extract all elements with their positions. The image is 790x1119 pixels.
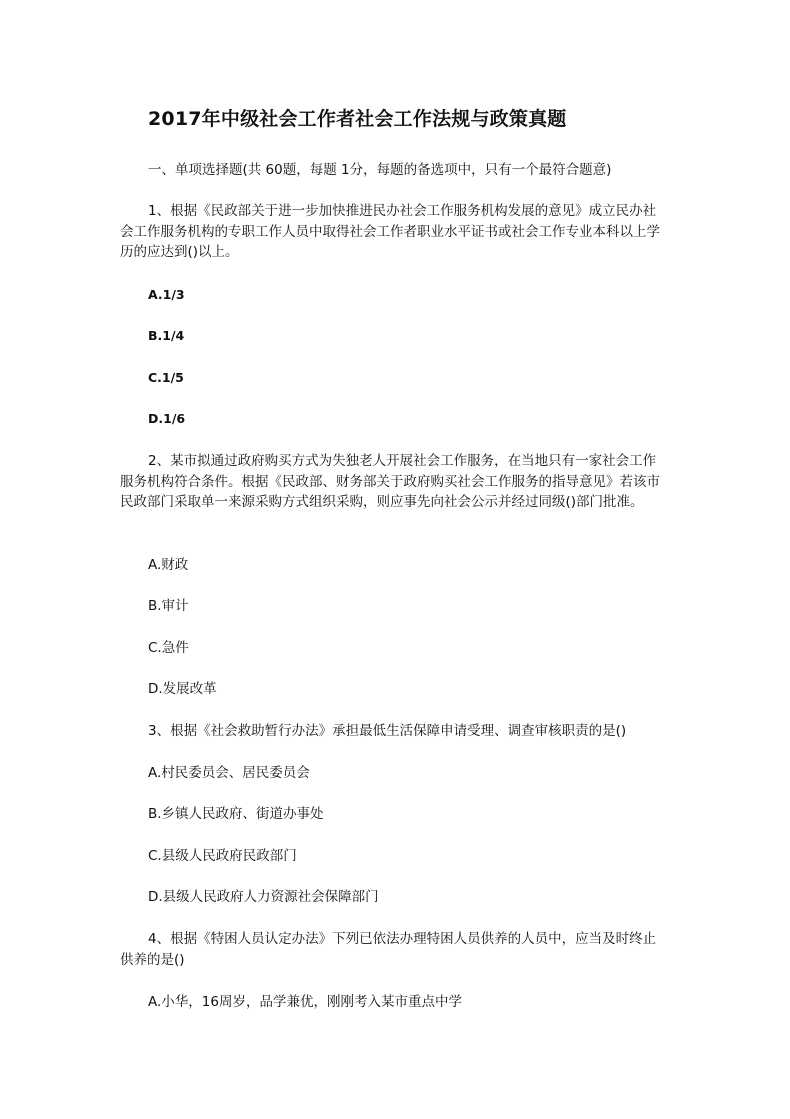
question-3-option-c: C.县级人民政府民政部门 — [148, 848, 297, 864]
question-4-option-a: A.小华，16周岁，品学兼优，刚刚考入某市重点中学 — [148, 994, 462, 1010]
question-1-option-a: A.1/3 — [148, 287, 185, 302]
question-1-option-b: B.1/4 — [148, 328, 185, 343]
question-4-stem: 4、根据《特困人员认定办法》下列已依法办理特困人员供养的人员中，应当及时终止供养的是() — [120, 931, 657, 968]
question-2-stem: 2、某市拟通过政府购买方式为失独老人开展社会工作服务，在当地只有一家社会工作服务机构符合条件。根据《民政部、财务部关于政府购买社会工作服务的指导意见》若该市民政部门采取单一来源采购方式组织采购，则应事先向社会公示并经过同级()部门批准。 — [120, 453, 660, 510]
question-1-option-c: C.1/5 — [148, 370, 184, 385]
question-2-option-d: D.发展改革 — [148, 681, 217, 697]
question-1-option-d: D.1/6 — [148, 411, 186, 426]
question-3-option-b: B.乡镇人民政府、街道办事处 — [148, 806, 324, 822]
question-3-option-a: A.村民委员会、居民委员会 — [148, 765, 310, 781]
question-1-stem: 1、根据《民政部关于进一步加快推进民办社会工作服务机构发展的意见》成立民办社会工作服务机构的专职工作人员中取得社会工作者职业水平证书或社会工作专业本科以上学历的应达到()以上。 — [120, 203, 660, 260]
question-2-option-b: B.审计 — [148, 598, 189, 614]
document-title: 2017年中级社会工作者社会工作法规与政策真题 — [148, 108, 567, 130]
section-heading: 一、单项选择题(共 60题，每题 1分，每题的备选项中，只有一个最符合题意) — [148, 162, 612, 178]
question-2-option-a: A.财政 — [148, 557, 189, 573]
question-3-stem: 3、根据《社会救助暂行办法》承担最低生活保障申请受理、调查审核职责的是() — [148, 723, 627, 739]
question-3-option-d: D.县级人民政府人力资源社会保障部门 — [148, 889, 379, 905]
question-2-option-c: C.急件 — [148, 640, 189, 656]
